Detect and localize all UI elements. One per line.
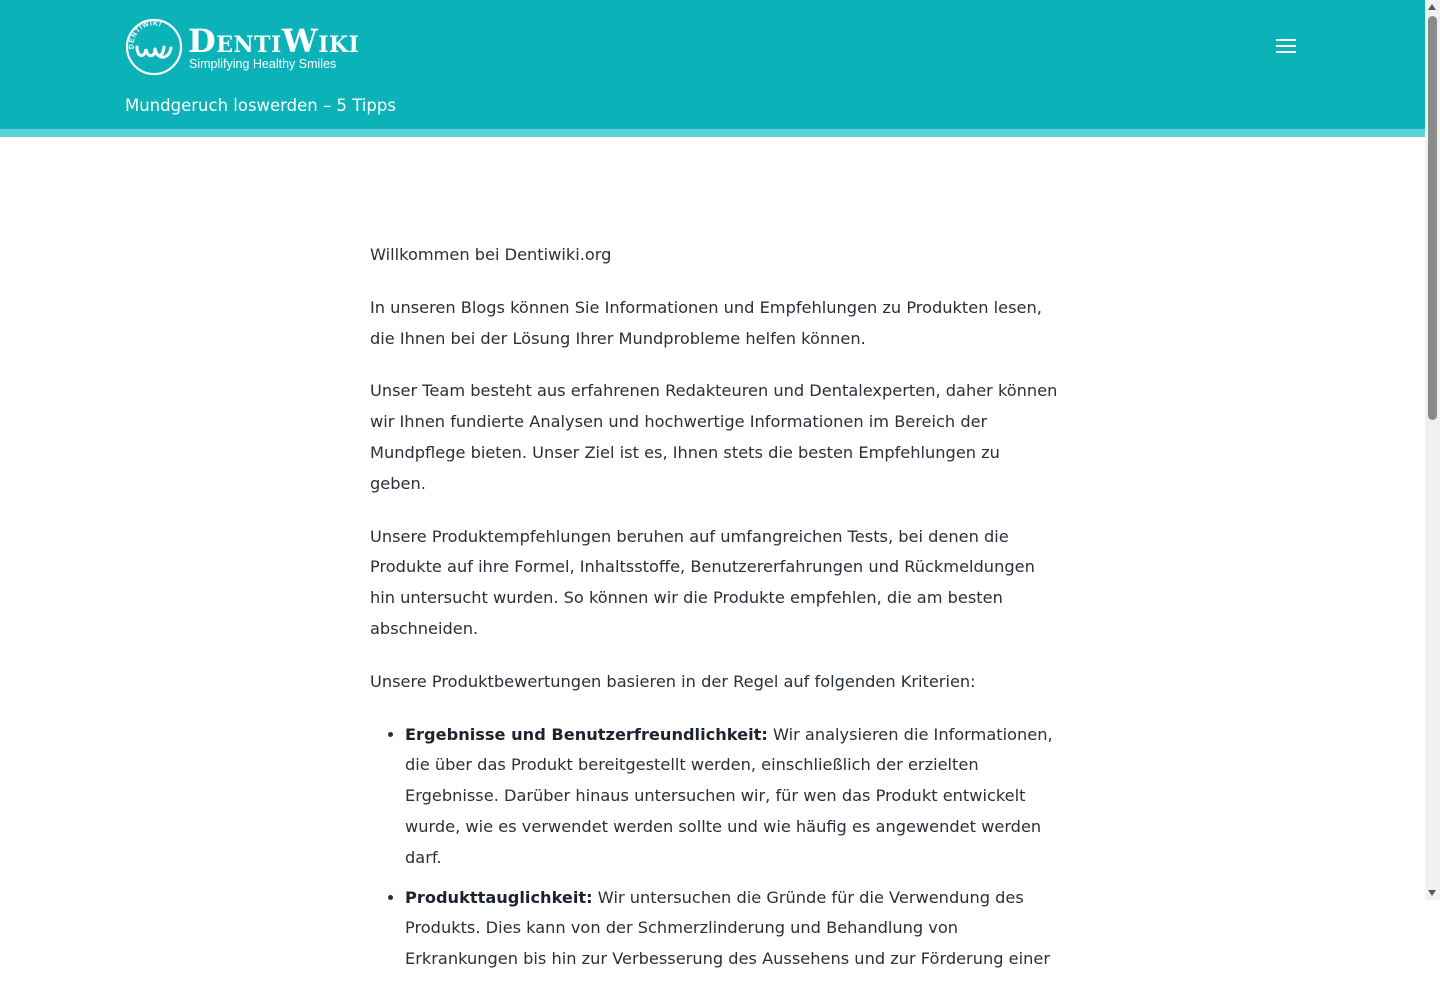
criteria-text: Wir untersuchen die Gründe für die Verwendung des Produkts. Dies kann von der Schmerzlinderung und Behandlung von Erkrankungen bis hin zur Verbesserung des Aussehens und zur Förderung einer xyxy=(405,887,1050,969)
criteria-list-item xyxy=(405,720,1060,874)
criteria-list xyxy=(370,720,1060,975)
dentiwiki-logo-link[interactable] xyxy=(125,18,359,76)
menu-bar xyxy=(1276,39,1296,41)
menu-bar xyxy=(1276,51,1296,53)
logo-name: DentiWiki xyxy=(188,21,360,60)
header-accent-stripe xyxy=(0,129,1425,137)
criteria-label: Produkttauglichkeit: xyxy=(405,887,593,907)
hamburger-menu-icon[interactable] xyxy=(1272,34,1300,58)
scroll-down-arrow-icon[interactable] xyxy=(1428,890,1436,896)
main-content xyxy=(370,240,1060,984)
criteria-list-item xyxy=(405,883,1060,975)
site-header xyxy=(0,0,1425,137)
recommendations-paragraph: Unsere Produktempfehlungen beruhen auf umfangreichen Tests, bei denen die Produkte auf ihre Formel, Inhaltsstoffe, Benutzererfahrungen und Rückmeldungen hin untersucht wurden. So können wir die Produkte empfehlen, die am besten abschneiden. xyxy=(370,526,1035,638)
criteria-label: Ergebnisse und Benutzerfreundlichkeit: xyxy=(405,724,768,744)
logo-arc-text: DENTIWIKI xyxy=(128,20,163,50)
scrollbar-thumb[interactable] xyxy=(1428,16,1437,420)
team-paragraph: Unser Team besteht aus erfahrenen Redakteuren und Dentalexperten, daher können wir Ihnen fundierte Analysen und hochwertige Informationen im Bereich der Mundpflege bieten. Unser Ziel ist es, Ihnen stets die besten Empfehlungen zu geben. xyxy=(370,381,1058,493)
criteria-text: Wir analysieren die Informationen, die über das Produkt bereitgestellt werden, einschließlich der erzielten Ergebnisse. Darüber hinaus untersuchen wir, für wen das Produkt entwickelt wurde, wie es verwendet werden sollte und wie häufig es angewendet werden darf. xyxy=(405,724,1053,867)
criteria-intro-paragraph: Unsere Produktbewertungen basieren in der Regel auf folgenden Kriterien: xyxy=(370,671,976,691)
vertical-scrollbar[interactable] xyxy=(1425,0,1440,900)
welcome-paragraph: Willkommen bei Dentiwiki.org xyxy=(370,245,612,264)
dentiwiki-logo-icon xyxy=(125,18,183,76)
svg-text:DENTIWIKI xyxy=(129,20,163,49)
scroll-up-arrow-icon[interactable] xyxy=(1428,4,1436,10)
page-title: Mundgeruch loswerden – 5 Tipps xyxy=(125,96,396,115)
menu-bar xyxy=(1276,45,1296,47)
blog-intro-paragraph: In unseren Blogs können Sie Informationen und Empfehlungen zu Produkten lesen, die Ihnen bei der Lösung Ihrer Mundprobleme helfen können. xyxy=(370,297,1042,348)
logo-tagline: Simplifying Healthy Smiles xyxy=(189,56,337,71)
